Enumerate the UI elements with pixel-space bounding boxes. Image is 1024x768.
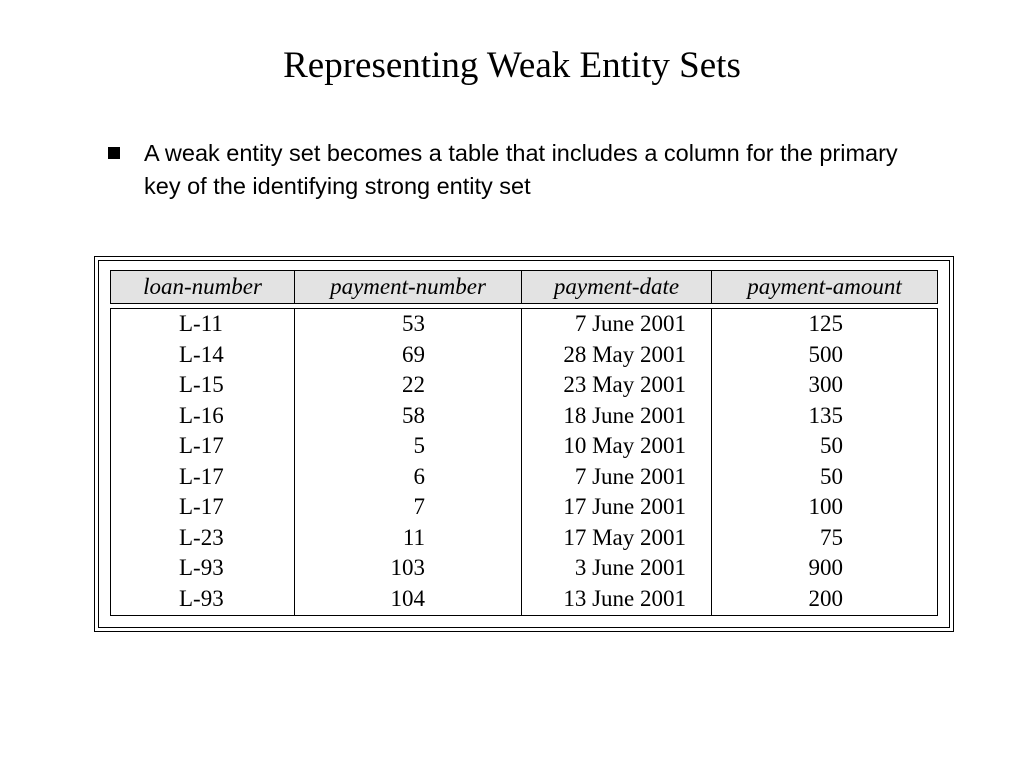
cell-loan-number: L-93 bbox=[179, 585, 224, 611]
cell-payment-number: 69 bbox=[402, 341, 425, 367]
cell-payment-amount: 200 bbox=[808, 585, 843, 611]
cell-payment-number: 22 bbox=[402, 372, 425, 397]
cell-loan-number: L-14 bbox=[179, 341, 224, 367]
cell-payment-number: 7 bbox=[413, 494, 425, 519]
cell-payment-date: 7 June 2001 bbox=[574, 311, 686, 336]
cell-loan-number: L-17 bbox=[179, 463, 224, 489]
column-loan-number bbox=[111, 309, 295, 615]
cell-payment-amount: 75 bbox=[820, 524, 843, 550]
cell-payment-amount: 50 bbox=[820, 463, 843, 489]
cell-payment-amount: 135 bbox=[808, 402, 843, 428]
column-payment-date bbox=[522, 309, 712, 615]
cell-payment-amount: 500 bbox=[808, 341, 843, 367]
cell-payment-amount: 100 bbox=[808, 494, 843, 519]
cell-payment-number: 5 bbox=[413, 433, 425, 458]
cell-payment-date: 13 June 2001 bbox=[563, 585, 686, 611]
square-bullet-icon bbox=[108, 147, 120, 159]
header-payment-number: payment-number bbox=[295, 271, 522, 303]
cell-loan-number: L-15 bbox=[179, 372, 224, 397]
cell-payment-date: 17 June 2001 bbox=[563, 494, 686, 519]
cell-loan-number: L-16 bbox=[179, 402, 224, 428]
cell-payment-amount: 50 bbox=[820, 433, 843, 458]
cell-loan-number: L-17 bbox=[179, 494, 224, 519]
cell-loan-number: L-93 bbox=[179, 555, 224, 580]
bullet-text: A weak entity set becomes a table that includes a column for the primary key of the identifying strong entity set bbox=[144, 140, 898, 199]
cell-payment-date: 3 June 2001 bbox=[574, 555, 686, 580]
cell-payment-number: 53 bbox=[402, 311, 425, 336]
cell-payment-number: 103 bbox=[390, 555, 425, 580]
cell-payment-date: 18 June 2001 bbox=[563, 402, 686, 428]
cell-loan-number: L-11 bbox=[179, 311, 223, 336]
cell-payment-date: 10 May 2001 bbox=[563, 433, 686, 458]
table-body bbox=[110, 308, 938, 616]
bullet-item bbox=[108, 137, 928, 203]
cell-payment-amount: 900 bbox=[808, 555, 843, 580]
cell-payment-amount: 300 bbox=[808, 372, 843, 397]
table-header bbox=[110, 270, 938, 304]
cell-payment-date: 17 May 2001 bbox=[563, 524, 686, 550]
column-payment-number bbox=[295, 309, 522, 615]
cell-payment-number: 6 bbox=[413, 463, 425, 489]
header-payment-date: payment-date bbox=[522, 271, 712, 303]
header-payment-amount: payment-amount bbox=[747, 274, 902, 299]
cell-payment-number: 58 bbox=[402, 402, 425, 428]
cell-payment-date: 7 June 2001 bbox=[574, 463, 686, 489]
cell-payment-date: 23 May 2001 bbox=[563, 372, 686, 397]
cell-payment-number: 104 bbox=[390, 585, 425, 611]
column-payment-amount bbox=[712, 309, 937, 615]
cell-payment-amount: 125 bbox=[808, 311, 843, 336]
cell-payment-date: 28 May 2001 bbox=[563, 341, 686, 367]
header-loan-number: loan-number bbox=[111, 271, 295, 303]
cell-payment-number: 11 bbox=[402, 524, 425, 550]
cell-loan-number: L-17 bbox=[179, 433, 224, 458]
slide-title: Representing Weak Entity Sets bbox=[283, 45, 741, 86]
cell-loan-number: L-23 bbox=[179, 524, 224, 550]
